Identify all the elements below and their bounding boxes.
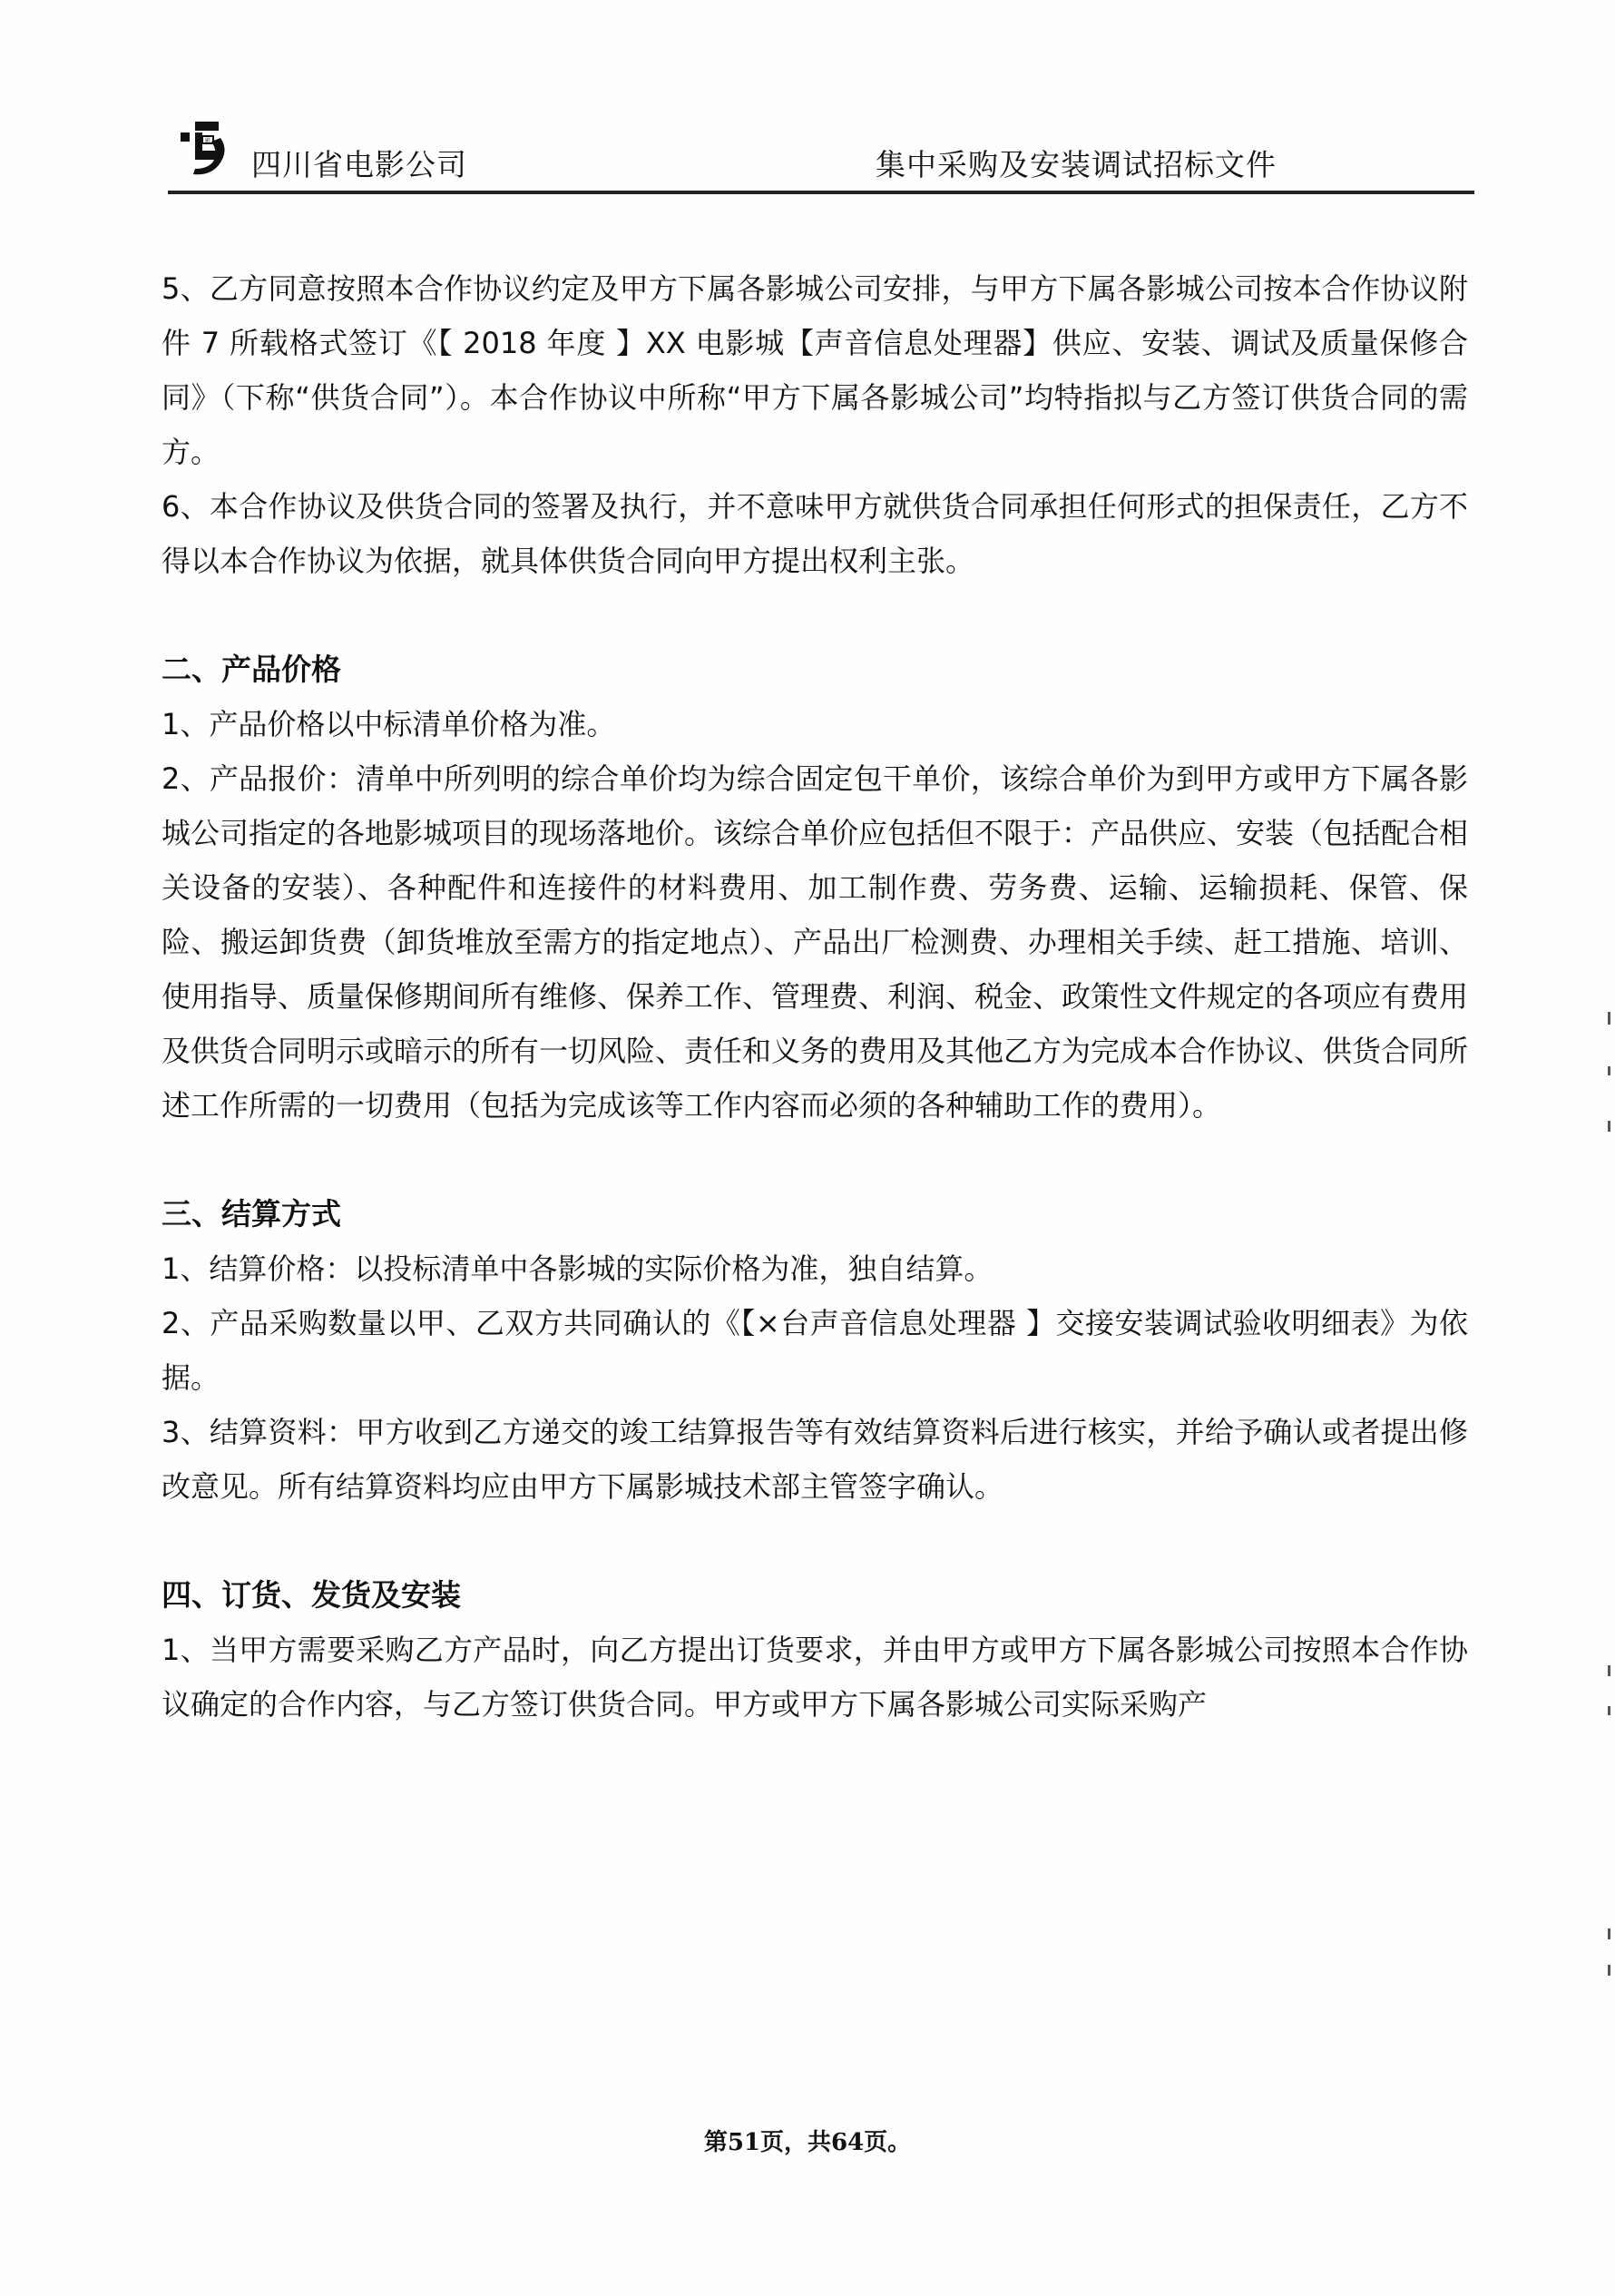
scan-mark <box>1608 1665 1610 1676</box>
scan-mark <box>1608 1012 1610 1025</box>
section-heading-ordering: 四、订货、发货及安装 <box>162 1577 461 1613</box>
settlement-item-1: 1、结算价格：以投标清单中各影城的实际价格为准，独自结算。 <box>162 1251 993 1286</box>
page-number: 第51页，共64页。 <box>703 2129 912 2156</box>
settlement-item-3: 3、结算资料：甲方收到乙方递交的竣工结算报告等有效结算资料后进行核实，并给予确认或者提出修改意见。所有结算资料均应由甲方下属影城技术部主管签字确认。 <box>162 1415 1468 1504</box>
scan-mark <box>1608 1928 1610 1939</box>
page-header <box>168 118 1470 191</box>
paragraph-6: 6、本合作协议及供货合同的签署及执行，并不意味甲方就供货合同承担任何形式的担保责任，乙方不得以本合作协议为依据，就具体供货合同向甲方提出权利主张。 <box>162 489 1468 578</box>
price-item-2: 2、产品报价：清单中所列明的综合单价均为综合固定包干单价，该综合单价为到甲方或甲方下属各影城公司指定的各地影城项目的现场落地价。该综合单价应包括但不限于：产品供应、安装（包括配合相关设备的安装）、各种配件和连接件的材料费用、加工制作费、劳务费、运输、运输损耗、保管、保险、搬运卸货费（卸货堆放至需方的指定地点）、产品出厂检测费、办理相关手续、赶工措施、培训、使用指导、质量保修期间所有维修、保养工作、管理费、利润、税金、政策性文件规定的各项应有费用及供货合同明示或暗示的所有一切风险、责任和义务的费用及其他乙方为完成本合作协议、供货合同所述工作所需的一切费用（包括为完成该等工作内容而必须的各种辅助工作的费用）。 <box>162 761 1469 1123</box>
spacer <box>162 588 1468 643</box>
settlement-item-2: 2、产品采购数量以甲、乙双方共同确认的《【×台声音信息处理器 】交接安装调试验收明细表》为依据。 <box>162 1306 1468 1395</box>
spacer <box>162 1514 1468 1568</box>
document-body <box>162 261 1468 1732</box>
header-divider <box>168 191 1474 194</box>
section-heading-price: 二、产品价格 <box>162 652 341 687</box>
section-heading-settlement: 三、结算方式 <box>162 1196 341 1231</box>
paragraph-5: 5、乙方同意按照本合作协议约定及甲方下属各影城公司安排，与甲方下属各影城公司按本合作协议附件 7 所载格式签订《【 2018 年度 】XX 电影城【声音信息处理器】供应、安装、调试及质量保修合同》（下称“供货合同”）。本合作协议中所称“甲方下属各影城公司”均特指拟与乙方签订供货合同的需方。 <box>162 271 1468 469</box>
company-name: 四川省电影公司 <box>251 147 467 182</box>
price-item-1: 1、产品价格以中标清单价格为准。 <box>162 707 616 741</box>
scan-mark <box>1608 1121 1610 1132</box>
document-title: 集中采购及安装调试招标文件 <box>876 147 1277 182</box>
spacer <box>162 1133 1468 1187</box>
scan-mark <box>1608 1066 1610 1075</box>
scan-mark <box>1608 1706 1610 1715</box>
ordering-item-1: 1、当甲方需要采购乙方产品时，向乙方提出订货要求，并由甲方或甲方下属各影城公司按照本合作协议确定的合作内容，与乙方签订供货合同。甲方或甲方下属各影城公司实际采购产 <box>162 1633 1468 1722</box>
svg-text:影: 影 <box>204 138 211 144</box>
company-logo-icon <box>175 120 233 178</box>
scan-mark <box>1608 1965 1610 1976</box>
